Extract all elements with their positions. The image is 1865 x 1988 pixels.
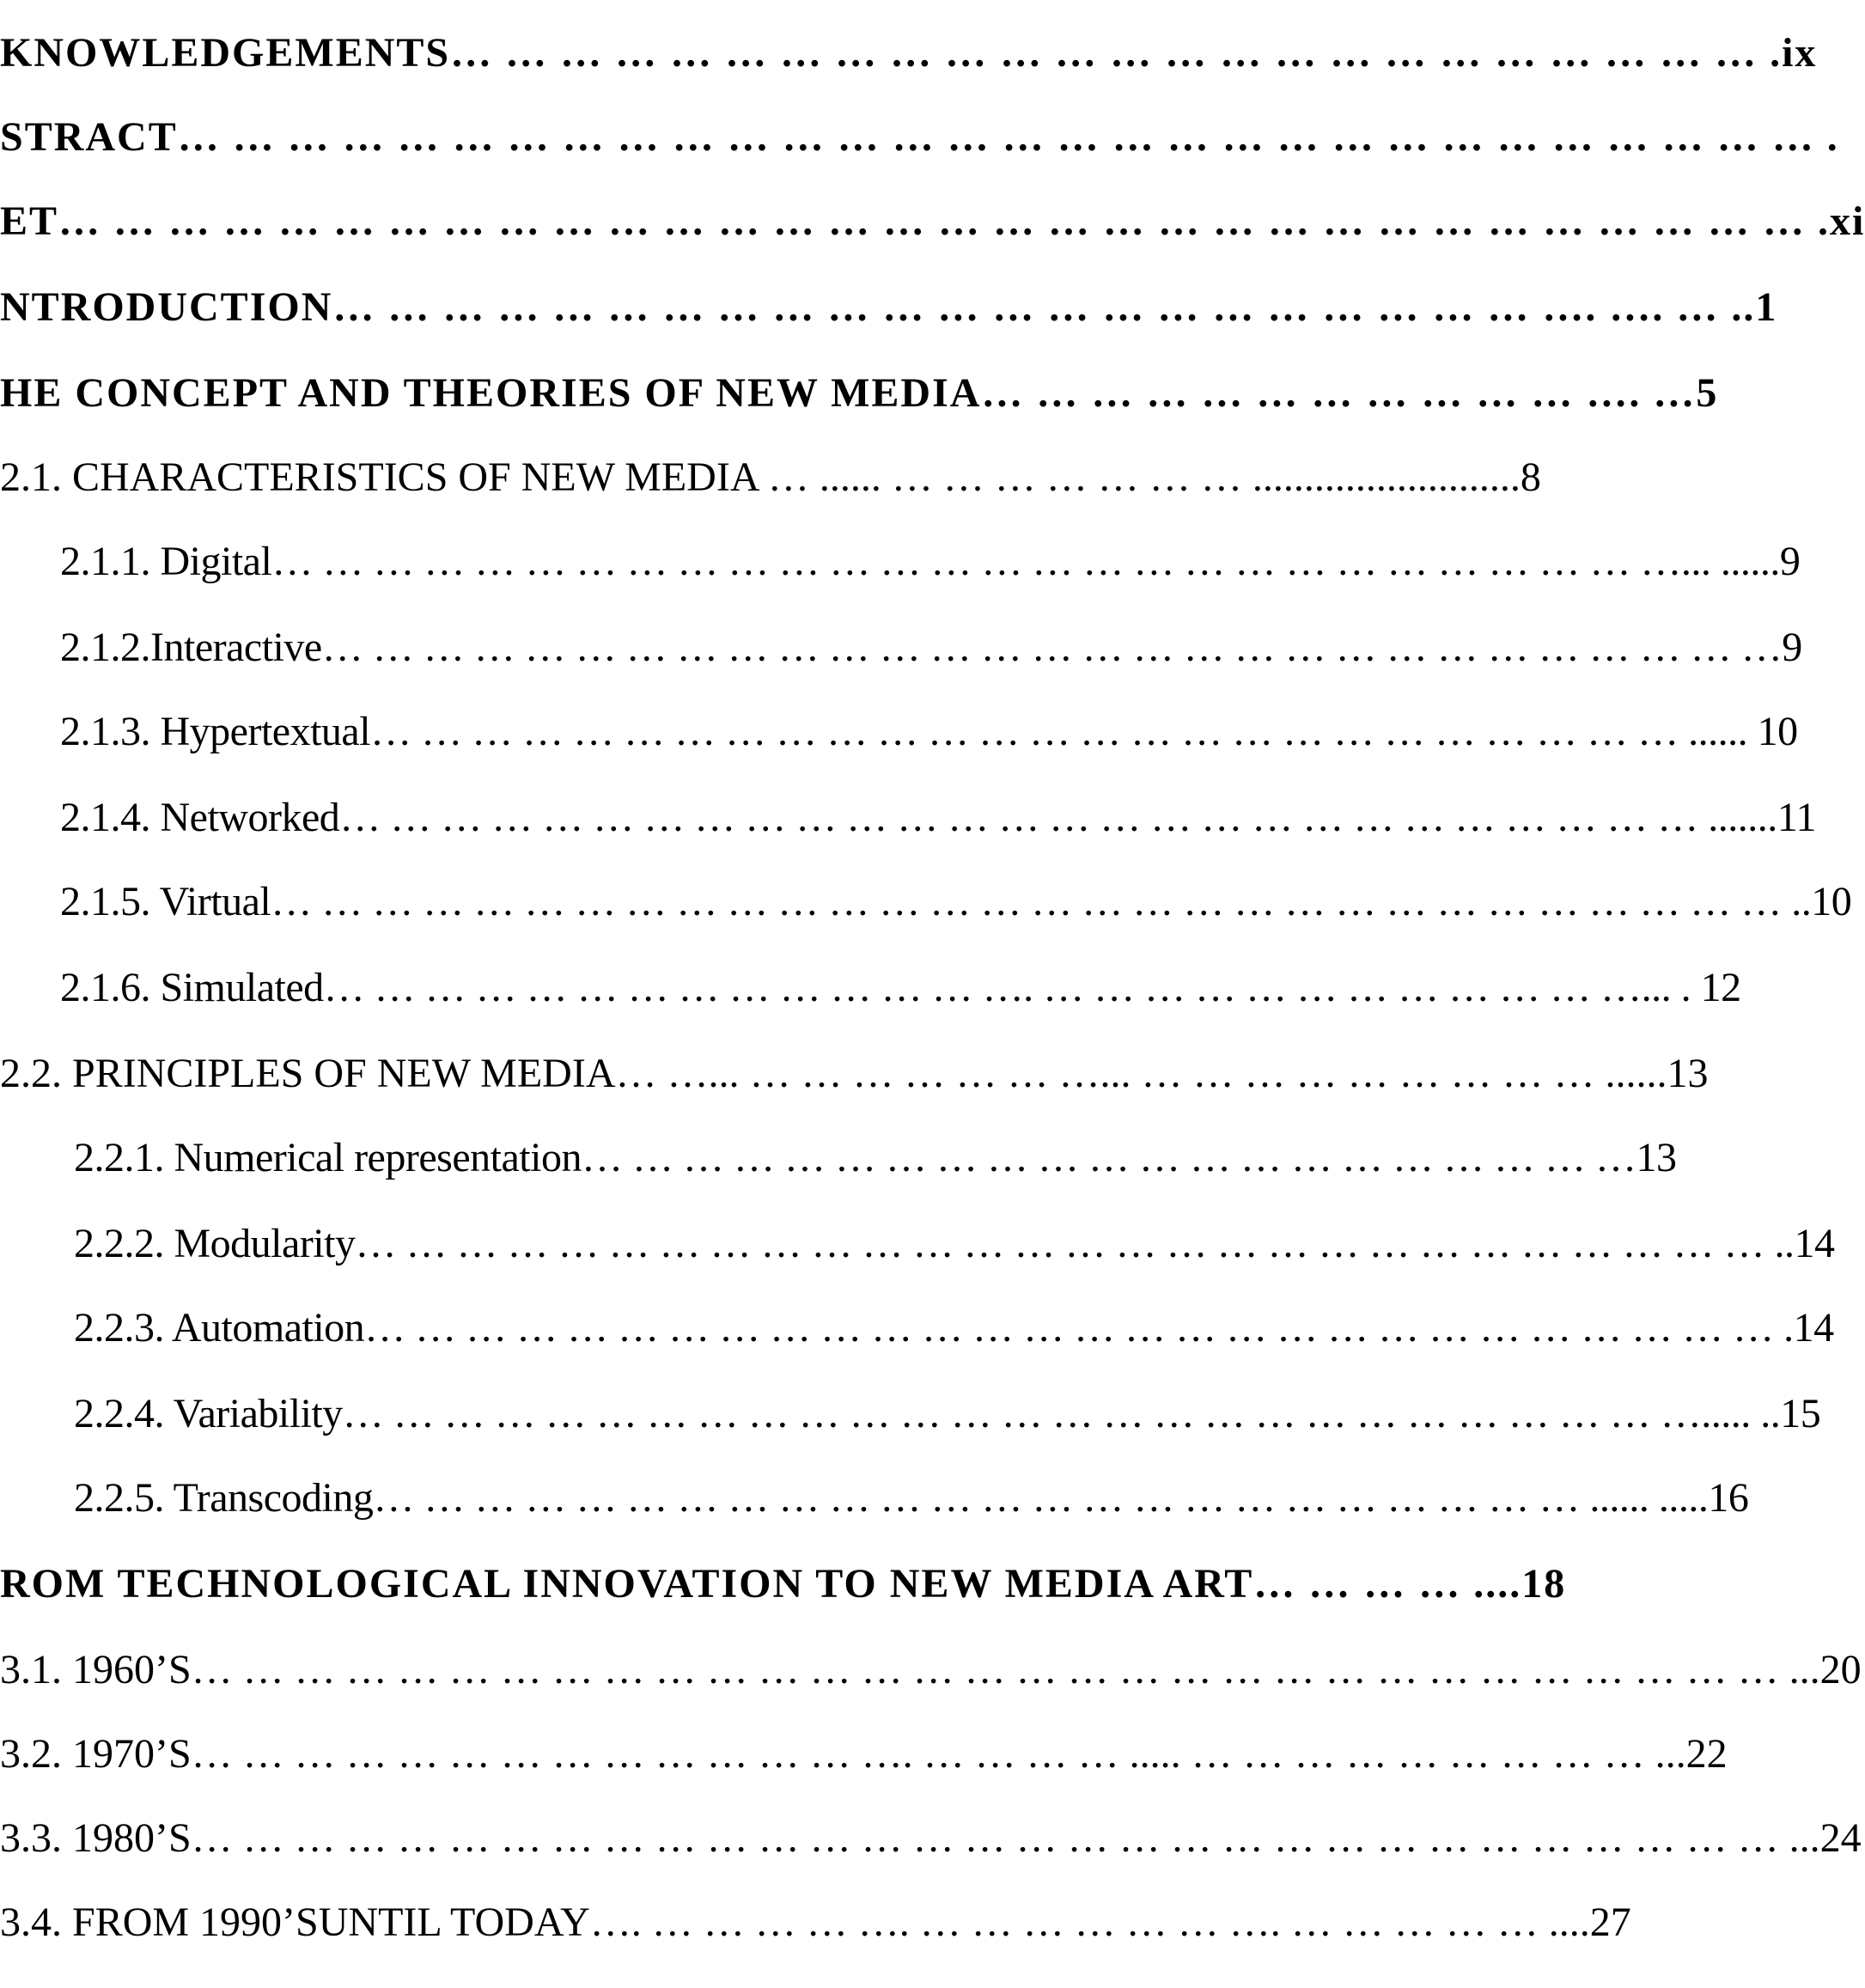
toc-entry-subsection-2-2-3 (74, 1294, 1834, 1363)
toc-entry-subsection-2-2-2 (74, 1210, 1835, 1278)
toc-entry-text: 3.2. 1970’S… … … … … … … … … … … … … …. … … … … ..... … … … … … … … … … ...22 (0, 1731, 1728, 1777)
toc-entry-text: 3.4. FROM 1990’SUNTIL TODAY…. … … … … …. … … … … … … …. … … … … … ....27 (0, 1900, 1631, 1945)
toc-entry-text: 2.2.4. Variability… … … … … … … … … … … … … … … … … … … … … … … … … … …..... ..15 (74, 1391, 1821, 1436)
toc-entry-chapter-2 (0, 359, 1719, 428)
toc-entry-text: 2.1. CHARACTERISTICS OF NEW MEDIA … ...... … … … … … … … ..........................8 (0, 454, 1541, 500)
toc-entry-text: 2.2. PRINCIPLES OF NEW MEDIA… …... … … … … … … …... … … … … … … … … … ......13 (0, 1051, 1709, 1096)
toc-entry-text: 2.1.2.Interactive… … … … … … … … … … … … … … … … … … … … … … … … … … … … …9 (60, 625, 1802, 670)
toc-entry-text: NTRODUCTION… … … … … … … … … … … … … … … … … … … … … … …. …. … ..1 (0, 284, 1778, 330)
toc-entry-section-3-2 (0, 1720, 1728, 1789)
toc-entry-text: 2.2.2. Modularity… … … … … … … … … … … … … … … … … … … … … … … … … … … … ..14 (74, 1221, 1835, 1266)
toc-entry-introduction (0, 273, 1778, 342)
toc-entry-subsection-2-2-5 (74, 1464, 1749, 1533)
toc-entry-section-3-3 (0, 1804, 1862, 1873)
toc-entry-text: 2.1.4. Networked… … … … … … … … … … … … … … … … … … … … … … … … … … … .......11 (60, 795, 1816, 840)
toc-entry-section-2-2 (0, 1040, 1709, 1108)
toc-entry-subsection-2-1-3 (60, 698, 1798, 766)
toc-entry-text: ROM TECHNOLOGICAL INNOVATION TO NEW MEDIA ART… … … … ....18 (0, 1561, 1567, 1607)
toc-entry-subsection-2-2-4 (74, 1380, 1821, 1448)
toc-entry-subsection-2-1-4 (60, 784, 1816, 852)
toc-entry-text: ET… … … … … … … … … … … … … … … … … … … … … … … … … … … … … … … … .xi (0, 198, 1865, 244)
toc-entry-section-2-1 (0, 443, 1541, 512)
toc-entry-subsection-2-1-5 (60, 868, 1852, 936)
toc-entry-subsection-2-1-1 (60, 527, 1801, 596)
toc-entry-acknowledgements (0, 19, 1818, 88)
toc-entry-subsection-2-1-2 (60, 613, 1802, 682)
toc-entry-text: 2.2.1. Numerical representation… … … … … … … … … … … … … … … … … … … … …13 (74, 1135, 1677, 1180)
toc-entry-text: 2.2.3. Automation… … … … … … … … … … … … … … … … … … … … … … … … … … … … .14 (74, 1305, 1834, 1351)
toc-entry-chapter-3 (0, 1550, 1567, 1619)
toc-entry-text: 3.1. 1960’S… … … … … … … … … … … … … … … … … … … … … … … … … … … … … … … ...20 (0, 1647, 1862, 1692)
toc-entry-text: 2.1.6. Simulated… … … … … … … … … … … … … …. … … … … … … … … … … … …... . 12 (60, 965, 1741, 1010)
toc-entry-et (0, 187, 1865, 256)
toc-entry-section-3-1 (0, 1636, 1862, 1704)
toc-entry-text: STRACT… … … … … … … … … … … … … … … … … … … … … … … … … … … … … … . (0, 114, 1839, 160)
toc-entry-text: 2.1.3. Hypertextual… … … … … … … … … … … … … … … … … … … … … … … … … … ...... 10 (60, 709, 1798, 754)
toc-entry-text: 2.1.5. Virtual… … … … … … … … … … … … … … … … … … … … … … … … … … … … … … ..10 (60, 879, 1852, 924)
toc-entry-subsection-2-1-6 (60, 954, 1741, 1022)
toc-entry-text: 3.3. 1980’S… … … … … … … … … … … … … … … … … … … … … … … … … … … … … … … ...24 (0, 1815, 1862, 1861)
toc-entry-section-3-4 (0, 1888, 1631, 1957)
toc-entry-text: KNOWLEDGEMENTS… … … … … … … … … … … … … … … … … … … … … … … … .ix (0, 30, 1818, 76)
toc-entry-text: 2.1.1. Digital… … … … … … … … … … … … … … … … … … … … … … … … … … … …... ......9 (60, 539, 1801, 584)
toc-entry-text: HE CONCEPT AND THEORIES OF NEW MEDIA… … … … … … … … … … … …. …5 (0, 370, 1719, 416)
toc-entry-text: 2.2.5. Transcoding… … … … … … … … … … … … … … … … … … … … … … … … ...... .....16 (74, 1475, 1749, 1521)
toc-entry-subsection-2-2-1 (74, 1124, 1677, 1192)
toc-entry-abstract (0, 103, 1839, 172)
